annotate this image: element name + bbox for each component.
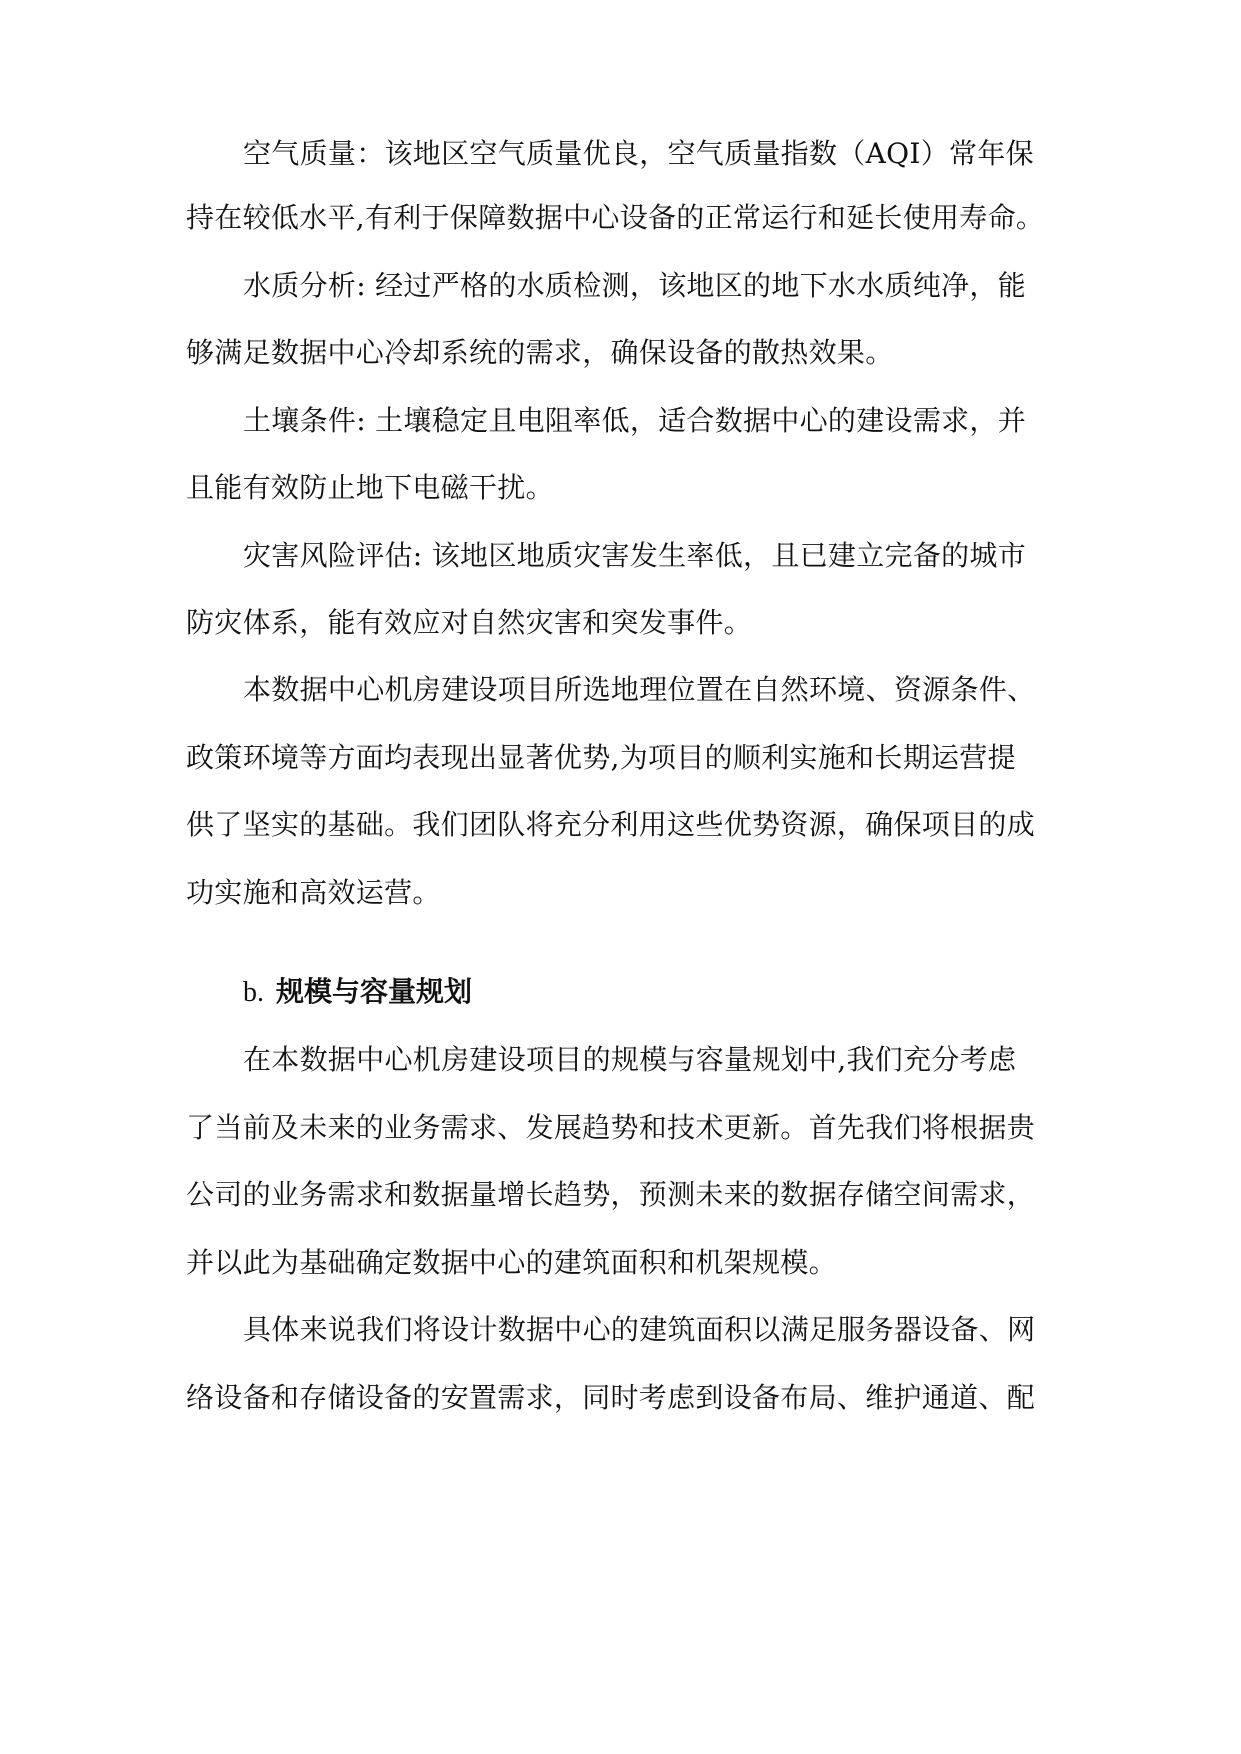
paragraph-line: 且能有效防止地下电磁干扰。 xyxy=(186,471,554,504)
section-title: 规模与容量规划 xyxy=(276,975,473,1008)
paragraph-line: 具体来说我们将设计数据中心的建筑面积以满足服务器设备、网 xyxy=(243,1313,1036,1346)
paragraph-line: 本数据中心机房建设项目所选地理位置在自然环境、资源条件、 xyxy=(243,673,1036,706)
paragraph-line: 防灾体系，能有效应对自然灾害和突发事件。 xyxy=(186,606,753,639)
paragraph-line: 功实施和高效运营。 xyxy=(186,876,441,909)
section-number: b. xyxy=(243,977,264,1008)
paragraph-line: 供了坚实的基础。我们团队将充分利用这些优势资源，确保项目的成 xyxy=(186,808,1036,841)
paragraph-line: 持在较低水平,有利于保障数据中心设备的正常运行和延长使用寿命。 xyxy=(186,201,1045,234)
paragraph-line: 络设备和存储设备的安置需求，同时考虑到设备布局、维护通道、配 xyxy=(186,1381,1036,1414)
paragraph-line: 水质分析: 经过严格的水质检测，该地区的地下水水质纯净，能 xyxy=(243,269,1027,302)
paragraph-line: 了当前及未来的业务需求、发展趋势和技术更新。首先我们将根据贵 xyxy=(186,1111,1036,1144)
section-heading xyxy=(243,972,472,1013)
paragraph-line: 在本数据中心机房建设项目的规模与容量规划中,我们充分考虑 xyxy=(243,1043,1017,1076)
paragraph-line: 够满足数据中心冷却系统的需求，确保设备的散热效果。 xyxy=(186,336,894,369)
paragraph-line: 并以此为基础确定数据中心的建筑面积和机架规模。 xyxy=(186,1246,837,1279)
paragraph-line: 灾害风险评估: 该地区地质灾害发生率低，且已建立完备的城市 xyxy=(243,539,1027,572)
paragraph-line: 土壤条件: 土壤稳定且电阻率低，适合数据中心的建设需求，并 xyxy=(243,404,1027,437)
paragraph-line: 政策环境等方面均表现出显著优势,为项目的顺利实施和长期运营提 xyxy=(186,741,1016,774)
paragraph-line: 空气质量：该地区空气质量优良，空气质量指数（AQI）常年保 xyxy=(243,137,1034,170)
paragraph-line: 公司的业务需求和数据量增长趋势，预测未来的数据存储空间需求， xyxy=(186,1178,1036,1211)
